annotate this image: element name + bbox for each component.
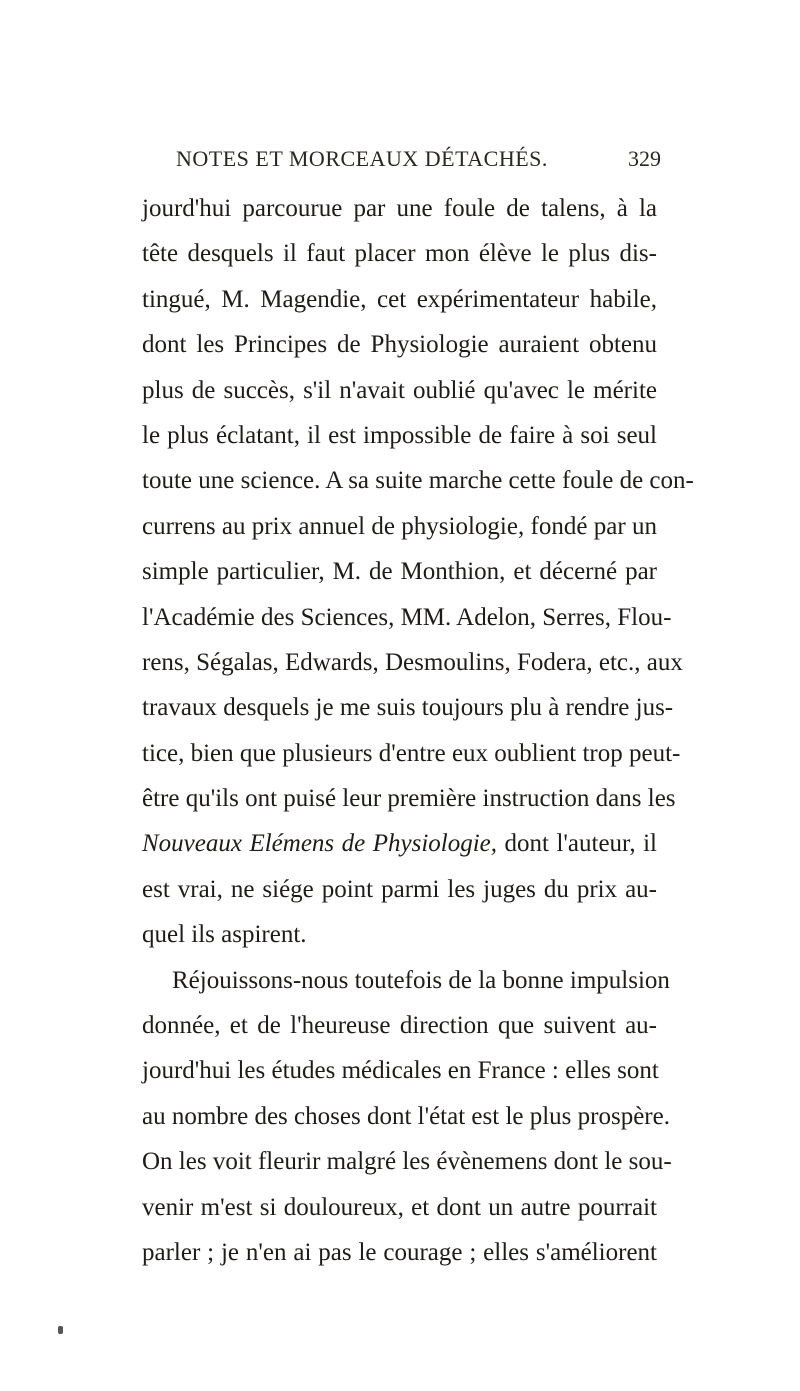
text-line: parler ; je n'en ai pas le courage ; elles s'améliorent [142, 1238, 657, 1266]
body-text [142, 186, 694, 1275]
text-line: rens, Ségalas, Edwards, Desmoulins, Fodera, etc., aux [142, 648, 683, 676]
text-line: quel ils aspirent. [142, 921, 307, 949]
paragraph-first-line: Réjouissons-nous toutefois de la bonne impulsion [172, 966, 670, 994]
text-line: jourd'hui les études médicales en France : elles sont [142, 1057, 659, 1085]
text-line: simple particulier, M. de Monthion, et décerné par [142, 558, 657, 586]
text-line: venir m'est si douloureux, et dont un autre pourrait [142, 1193, 657, 1221]
paper-speck [58, 1326, 63, 1334]
text-fragment: dont l'auteur, il [497, 830, 657, 858]
text-line: donnée, et de l'heureuse direction que suivent au- [142, 1012, 657, 1040]
text-line: toute une science. A sa suite marche cette foule de con- [142, 467, 694, 495]
text-line: tingué, M. Magendie, cet expérimentateur habile, [142, 285, 657, 313]
text-line: currens au prix annuel de physiologie, fondé par un [142, 512, 657, 540]
book-title: Nouveaux Elémens de Physiologie, [142, 830, 498, 858]
text-line: jourd'hui parcourue par une foule de talens, à la [142, 195, 657, 222]
text-line: est vrai, ne siége point parmi les juges du prix au- [142, 875, 657, 903]
text-line: l'Académie des Sciences, MM. Adelon, Serres, Flou- [142, 603, 672, 631]
page-number: 329 [628, 146, 661, 171]
text-line: tice, bien que plusieurs d'entre eux oublient trop peut- [142, 739, 681, 767]
text-line: tête desquels il faut placer mon élève le plus dis- [142, 240, 657, 268]
running-head: NOTES ET MORCEAUX DÉTACHÉS. [176, 146, 548, 171]
text-line: le plus éclatant, il est impossible de faire à soi seul [142, 421, 657, 449]
text-line: On les voit fleurir malgré les évènemens dont le sou- [142, 1148, 672, 1176]
text-line: dont les Principes de Physiologie auraient obtenu [142, 331, 657, 359]
text-line: au nombre des choses dont l'état est le plus prospère. [142, 1102, 670, 1130]
text-line: plus de succès, s'il n'avait oublié qu'avec le mérite [142, 376, 657, 404]
text-line-italic-title [142, 821, 657, 866]
text-line: travaux desquels je me suis toujours plu à rendre jus- [142, 694, 674, 722]
text-line: être qu'ils ont puisé leur première instruction dans les [142, 785, 676, 813]
